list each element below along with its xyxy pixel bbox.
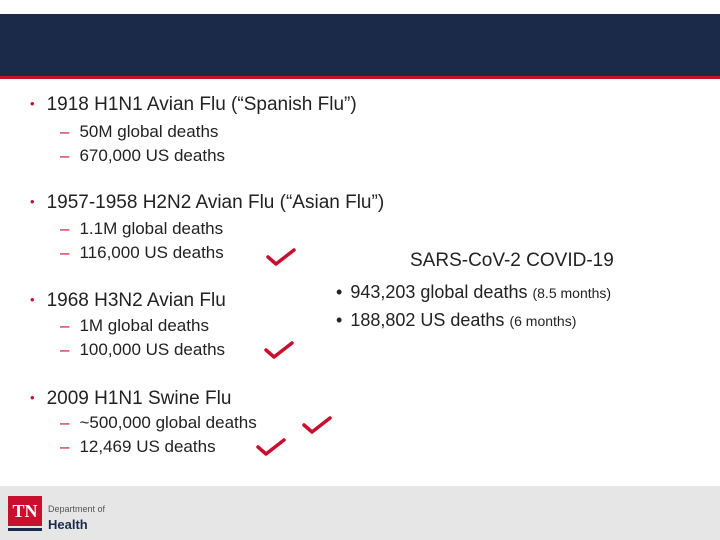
- outbreak-1918-us: – 670,000 US deaths: [60, 146, 226, 165]
- dash-icon: –: [60, 340, 70, 359]
- covid-us-deaths: • 188,802 US deaths (6 months): [336, 310, 577, 330]
- outbreak-1957-us: – 116,000 US deaths: [60, 243, 224, 262]
- covid-global-deaths: • 943,203 global deaths (8.5 months): [336, 282, 612, 302]
- dash-icon: –: [60, 243, 70, 262]
- tn-logo: TN: [8, 496, 42, 526]
- outbreak-1957-title: • 1957-1958 H2N2 Avian Flu (“Asian Flu”): [30, 192, 385, 213]
- dash-icon: –: [60, 219, 70, 238]
- outbreak-1968-title: • 1968 H3N2 Avian Flu: [30, 290, 226, 311]
- dash-icon: –: [60, 316, 70, 335]
- dept-name: Health: [48, 517, 88, 532]
- outbreak-1957-global: – 1.1M global deaths: [60, 219, 224, 238]
- dash-icon: –: [60, 146, 70, 165]
- dash-icon: –: [60, 437, 70, 456]
- outbreak-1968-global: – 1M global deaths: [60, 316, 209, 335]
- dash-icon: –: [60, 413, 70, 432]
- bullet-icon: •: [30, 292, 35, 307]
- checkmark-icon: [256, 437, 286, 457]
- outbreak-2009-title: • 2009 H1N1 Swine Flu: [30, 388, 232, 409]
- outbreak-1918-global: – 50M global deaths: [60, 122, 219, 141]
- outbreak-2009-global: – ~500,000 global deaths: [60, 413, 257, 432]
- bullet-icon: •: [30, 194, 35, 209]
- bullet-icon: •: [336, 282, 343, 302]
- footer-bar: [0, 486, 720, 540]
- bullet-icon: •: [336, 310, 343, 330]
- covid-title: SARS-CoV-2 COVID-19: [410, 250, 614, 271]
- bullet-icon: •: [30, 390, 35, 405]
- dash-icon: –: [60, 122, 70, 141]
- checkmark-icon: [264, 340, 294, 360]
- dept-label: Department of: [48, 504, 106, 514]
- header-band: [0, 14, 720, 76]
- outbreak-2009-us: – 12,469 US deaths: [60, 437, 216, 456]
- header-divider: [0, 76, 720, 79]
- checkmark-icon: [266, 247, 296, 267]
- bullet-icon: •: [30, 96, 35, 111]
- logo-underline: [8, 528, 42, 531]
- checkmark-icon: [302, 415, 332, 435]
- outbreak-1918-title: • 1918 H1N1 Avian Flu (“Spanish Flu”): [30, 94, 357, 115]
- outbreak-1968-us: – 100,000 US deaths: [60, 340, 226, 359]
